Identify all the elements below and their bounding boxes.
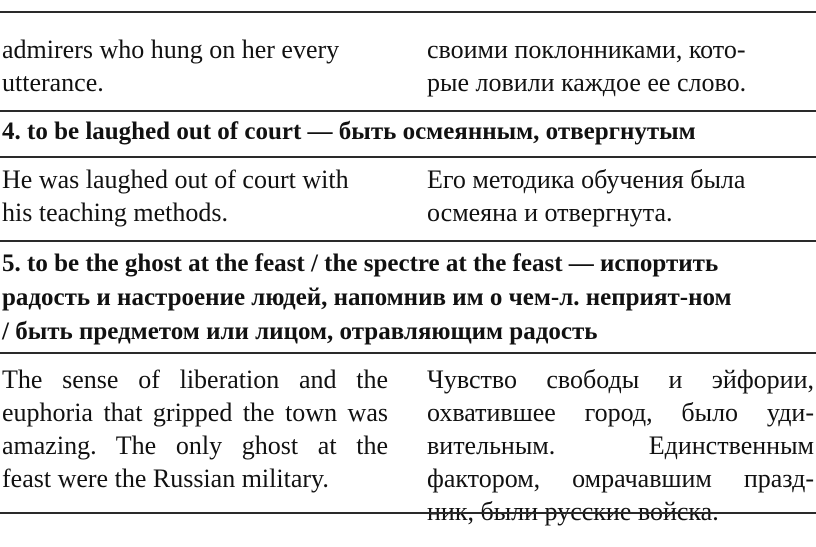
- text-line: охватившее город, было уди-: [427, 398, 814, 427]
- bottom-rule: [0, 512, 816, 514]
- text-line: The sense of liberation and the: [2, 365, 388, 394]
- entry5-english-example: [2, 363, 388, 495]
- entry4-heading-rule: [0, 156, 816, 158]
- text-line: вительным. Единственным: [427, 431, 814, 460]
- text-line: amazing. The only ghost at the: [2, 431, 388, 460]
- text-line: utterance.: [2, 68, 104, 97]
- entry5-heading: [2, 247, 814, 349]
- entry5-russian-translation: [427, 363, 814, 528]
- text-line: своими поклонниками, кото-: [427, 35, 746, 64]
- text-line: осмеяна и отвергнута.: [427, 198, 673, 227]
- block1-english-text: [2, 33, 388, 99]
- text-line: фактором, омрачавшим празд-: [427, 464, 814, 493]
- text-line: euphoria that gripped the town was: [2, 398, 388, 427]
- heading-line: / быть предметом или лицом, отравляющим радость: [2, 318, 598, 345]
- entry5-top-rule: [0, 240, 816, 242]
- entry5-heading-rule: [0, 352, 816, 354]
- text-line: Чувство свободы и эйфории,: [427, 365, 814, 394]
- text-line: his teaching methods.: [2, 198, 229, 227]
- entry4-russian-translation: [427, 163, 814, 229]
- text-line: feast were the Russian military.: [2, 464, 329, 493]
- entry4-english-example: [2, 163, 388, 229]
- text-line: Его методика обучения была: [427, 165, 746, 194]
- text-line: admirers who hung on her every: [2, 35, 340, 64]
- heading-line: радость и настроение людей, напомнив им о чем-л. неприят-ном: [2, 284, 732, 311]
- top-rule: [0, 11, 816, 13]
- text-line: He was laughed out of court with: [2, 165, 349, 194]
- text-line: рые ловили каждое ее слово.: [427, 68, 747, 97]
- text-line: ник, были русские войска.: [427, 497, 719, 526]
- entry4-top-rule: [0, 110, 816, 112]
- heading-line: 5. to be the ghost at the feast / the spectre at the feast — испортить: [2, 250, 719, 277]
- block1-russian-text: [427, 33, 814, 99]
- entry4-heading: 4. to be laughed out of court — быть осмеянным, отвергнутым: [2, 118, 696, 145]
